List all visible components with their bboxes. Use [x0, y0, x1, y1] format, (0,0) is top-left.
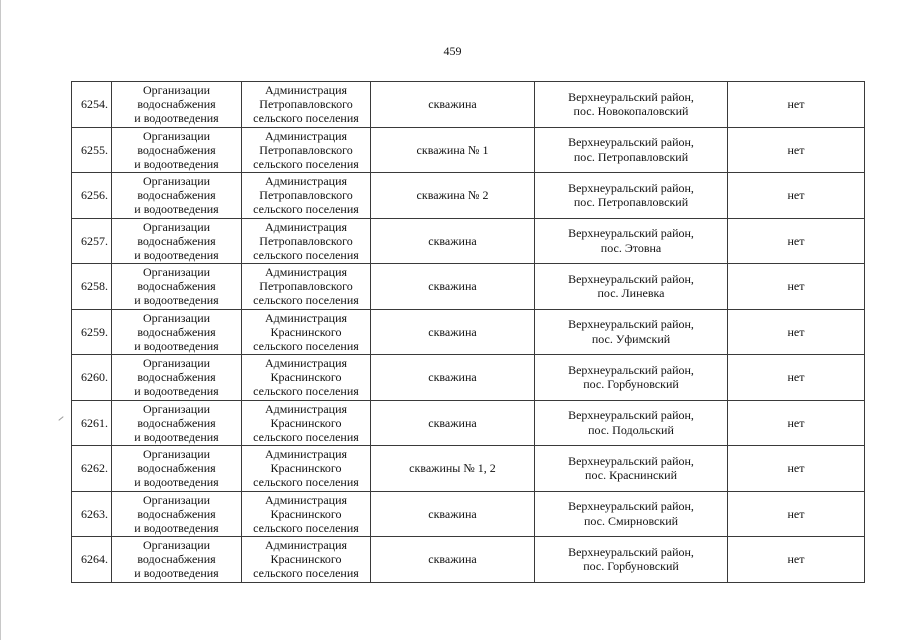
row-number-cell — [72, 218, 112, 264]
organization-line: Организации — [142, 447, 211, 462]
row-number-cell — [72, 491, 112, 537]
owner-line: Петропавловского — [259, 97, 353, 112]
organization-cell — [112, 82, 242, 128]
location-line: пос. Горбуновский — [583, 377, 679, 392]
organization-cell — [112, 355, 242, 401]
page-left-edge — [0, 0, 1, 640]
status-cell — [728, 82, 865, 128]
owner-line: Краснинского — [270, 461, 342, 476]
location-line: пос. Горбуновский — [583, 559, 679, 574]
row-number: 6257. — [81, 233, 108, 248]
organization-cell — [112, 127, 242, 173]
location-line: Верхнеуральский район, — [568, 453, 694, 468]
status-value: нет — [787, 370, 805, 384]
location-cell — [535, 127, 728, 173]
row-number-cell — [72, 446, 112, 492]
row-number: 6259. — [81, 324, 108, 339]
owner-line: Администрация — [264, 447, 348, 462]
organization-line: и водоотведения — [134, 566, 219, 581]
location-line: Верхнеуральский район, — [568, 499, 694, 514]
object-name: скважина — [428, 370, 477, 384]
row-number: 6263. — [81, 506, 108, 521]
organization-line: Организации — [142, 538, 211, 553]
owner-line: сельского поселения — [253, 520, 359, 535]
object-name: скважина — [428, 324, 477, 339]
object-cell — [371, 82, 535, 128]
organization-line: водоснабжения — [137, 97, 216, 112]
row-number: 6264. — [81, 552, 108, 566]
owner-line: Администрация — [264, 174, 348, 189]
organization-line: водоснабжения — [137, 415, 216, 430]
location-line: Верхнеуральский район, — [568, 89, 694, 104]
owner-line: сельского поселения — [253, 338, 359, 353]
location-cell — [535, 309, 728, 355]
owner-line: Администрация — [264, 219, 348, 234]
row-number-cell — [72, 309, 112, 355]
row-number-cell — [72, 173, 112, 219]
organization-cell — [112, 491, 242, 537]
organization-cell — [112, 400, 242, 446]
location-line: Верхнеуральский район, — [568, 180, 694, 195]
organization-line: и водоотведения — [134, 293, 219, 308]
location-cell — [535, 400, 728, 446]
object-name: скважина — [428, 506, 477, 521]
organization-line: и водоотведения — [134, 111, 219, 126]
status-value: нет — [787, 142, 805, 157]
location-cell — [535, 82, 728, 128]
owner-line: Администрация — [264, 538, 348, 553]
object-name: скважина № 2 — [416, 188, 489, 202]
owner-line: сельского поселения — [253, 111, 359, 126]
location-cell — [535, 446, 728, 492]
status-cell — [728, 446, 865, 492]
owner-line: Администрация — [264, 401, 348, 416]
status-value: нет — [787, 552, 805, 566]
status-value: нет — [787, 461, 805, 475]
object-name: скважины № 1, 2 — [409, 461, 496, 475]
location-cell — [535, 537, 728, 583]
organization-line: водоснабжения — [137, 506, 216, 521]
organization-line: водоснабжения — [137, 370, 216, 385]
owner-line: Администрация — [264, 83, 348, 98]
table-row — [72, 218, 865, 264]
owner-line: Администрация — [264, 356, 348, 371]
location-line: Верхнеуральский район, — [568, 271, 694, 286]
object-cell — [371, 355, 535, 401]
status-cell — [728, 173, 865, 219]
row-number: 6261. — [81, 415, 108, 430]
owner-line: Администрация — [264, 310, 348, 325]
organization-line: Организации — [142, 310, 211, 325]
location-line: пос. Уфимский — [591, 331, 671, 346]
owner-line: сельского поселения — [253, 293, 359, 308]
organization-line: и водоотведения — [134, 384, 219, 399]
owner-line: Краснинского — [270, 324, 342, 339]
object-cell — [371, 400, 535, 446]
owner-line: Администрация — [264, 492, 348, 507]
organization-line: водоснабжения — [137, 233, 216, 248]
owner-cell — [242, 491, 371, 537]
status-cell — [728, 218, 865, 264]
status-value: нет — [787, 188, 805, 202]
object-cell — [371, 218, 535, 264]
organization-cell — [112, 537, 242, 583]
table-row — [72, 491, 865, 537]
organization-line: и водоотведения — [134, 429, 219, 444]
organization-line: водоснабжения — [137, 279, 216, 294]
object-cell — [371, 309, 535, 355]
owner-line: сельского поселения — [253, 475, 359, 490]
owner-line: Петропавловского — [259, 233, 353, 248]
location-line: пос. Петропавловский — [573, 149, 689, 164]
location-line: пос. Подольский — [588, 422, 674, 437]
status-cell — [728, 264, 865, 310]
organization-cell — [112, 309, 242, 355]
organization-line: и водоотведения — [134, 338, 219, 353]
owner-line: Администрация — [264, 128, 348, 143]
object-cell — [371, 446, 535, 492]
owner-line: сельского поселения — [253, 202, 359, 217]
row-number-cell — [72, 82, 112, 128]
location-line: Верхнеуральский район, — [568, 362, 694, 377]
owner-cell — [242, 446, 371, 492]
owner-cell — [242, 355, 371, 401]
organization-line: и водоотведения — [134, 156, 219, 171]
table-row — [72, 309, 865, 355]
object-name: скважина — [428, 552, 477, 566]
location-line: пос. Петропавловский — [573, 195, 689, 210]
organization-cell — [112, 173, 242, 219]
object-name: скважина — [428, 233, 477, 248]
object-cell — [371, 491, 535, 537]
location-line: пос. Этовна — [600, 240, 662, 255]
table-row — [72, 127, 865, 173]
object-cell — [371, 173, 535, 219]
organization-line: и водоотведения — [134, 202, 219, 217]
status-value: нет — [787, 324, 805, 339]
object-name: скважина — [428, 97, 477, 111]
owner-line: сельского поселения — [253, 429, 359, 444]
status-value: нет — [787, 279, 805, 293]
owner-cell — [242, 127, 371, 173]
location-line: Верхнеуральский район, — [568, 408, 694, 423]
organization-line: водоснабжения — [137, 142, 216, 157]
location-cell — [535, 173, 728, 219]
location-cell — [535, 355, 728, 401]
row-number-cell — [72, 537, 112, 583]
table-row — [72, 173, 865, 219]
owner-line: Петропавловского — [259, 188, 353, 203]
status-cell — [728, 491, 865, 537]
organization-line: Организации — [142, 219, 211, 234]
location-line: Верхнеуральский район, — [568, 317, 694, 332]
organization-line: Организации — [142, 128, 211, 143]
object-name: скважина — [428, 279, 477, 293]
object-cell — [371, 537, 535, 583]
organization-line: Организации — [142, 401, 211, 416]
owner-cell — [242, 400, 371, 446]
location-line: пос. Новокопаловский — [573, 104, 689, 119]
object-name: скважина — [428, 415, 477, 430]
organization-line: и водоотведения — [134, 520, 219, 535]
organization-line: Организации — [142, 174, 211, 189]
location-cell — [535, 491, 728, 537]
owner-line: Петропавловского — [259, 142, 353, 157]
object-cell — [371, 264, 535, 310]
row-number-cell — [72, 355, 112, 401]
owner-cell — [242, 218, 371, 264]
row-number: 6262. — [81, 461, 108, 475]
table-row — [72, 82, 865, 128]
organization-line: водоснабжения — [137, 188, 216, 203]
organization-line: Организации — [142, 492, 211, 507]
status-cell — [728, 400, 865, 446]
owner-cell — [242, 82, 371, 128]
organization-cell — [112, 264, 242, 310]
owner-line: Петропавловского — [259, 279, 353, 294]
row-number-cell — [72, 264, 112, 310]
row-number-cell — [72, 127, 112, 173]
organization-line: и водоотведения — [134, 247, 219, 262]
scan-artifact — [58, 416, 63, 421]
organization-line: Организации — [142, 83, 211, 98]
owner-line: Краснинского — [270, 506, 342, 521]
owner-line: Администрация — [264, 265, 348, 280]
owner-cell — [242, 537, 371, 583]
page-number: 459 — [443, 44, 462, 58]
owner-cell — [242, 309, 371, 355]
row-number-cell — [72, 400, 112, 446]
location-cell — [535, 264, 728, 310]
organization-line: водоснабжения — [137, 552, 216, 567]
table-row — [72, 264, 865, 310]
location-line: Верхнеуральский район, — [568, 135, 694, 150]
owner-line: сельского поселения — [253, 566, 359, 581]
object-cell — [371, 127, 535, 173]
owner-line: сельского поселения — [253, 384, 359, 399]
table-row — [72, 400, 865, 446]
owner-line: Краснинского — [270, 370, 342, 385]
status-value: нет — [787, 415, 805, 430]
organization-line: водоснабжения — [137, 324, 216, 339]
owner-cell — [242, 264, 371, 310]
status-value: нет — [787, 233, 805, 248]
owner-line: Краснинского — [270, 415, 342, 430]
registry-table — [71, 81, 865, 583]
organization-line: Организации — [142, 265, 211, 280]
owner-line: сельского поселения — [253, 247, 359, 262]
location-line: Верхнеуральский район, — [568, 226, 694, 241]
row-number: 6255. — [81, 142, 108, 157]
location-line: пос. Линевка — [597, 286, 665, 301]
row-number: 6260. — [81, 370, 108, 384]
organization-line: Организации — [142, 356, 211, 371]
registry-table-body — [72, 82, 865, 583]
owner-cell — [242, 173, 371, 219]
location-line: пос. Смирновский — [583, 513, 679, 528]
location-cell — [535, 218, 728, 264]
status-cell — [728, 309, 865, 355]
organization-cell — [112, 218, 242, 264]
row-number: 6256. — [81, 188, 108, 202]
status-value: нет — [787, 97, 805, 111]
organization-line: водоснабжения — [137, 461, 216, 476]
owner-line: сельского поселения — [253, 156, 359, 171]
owner-line: Краснинского — [270, 552, 342, 567]
organization-line: и водоотведения — [134, 475, 219, 490]
row-number: 6254. — [81, 97, 108, 111]
object-name: скважина № 1 — [416, 142, 489, 157]
status-cell — [728, 355, 865, 401]
status-cell — [728, 537, 865, 583]
location-line: пос. Краснинский — [585, 468, 677, 483]
status-value: нет — [787, 506, 805, 521]
status-cell — [728, 127, 865, 173]
table-row — [72, 355, 865, 401]
location-line: Верхнеуральский район, — [568, 544, 694, 559]
organization-cell — [112, 446, 242, 492]
table-row — [72, 537, 865, 583]
table-row — [72, 446, 865, 492]
row-number: 6258. — [81, 279, 108, 293]
